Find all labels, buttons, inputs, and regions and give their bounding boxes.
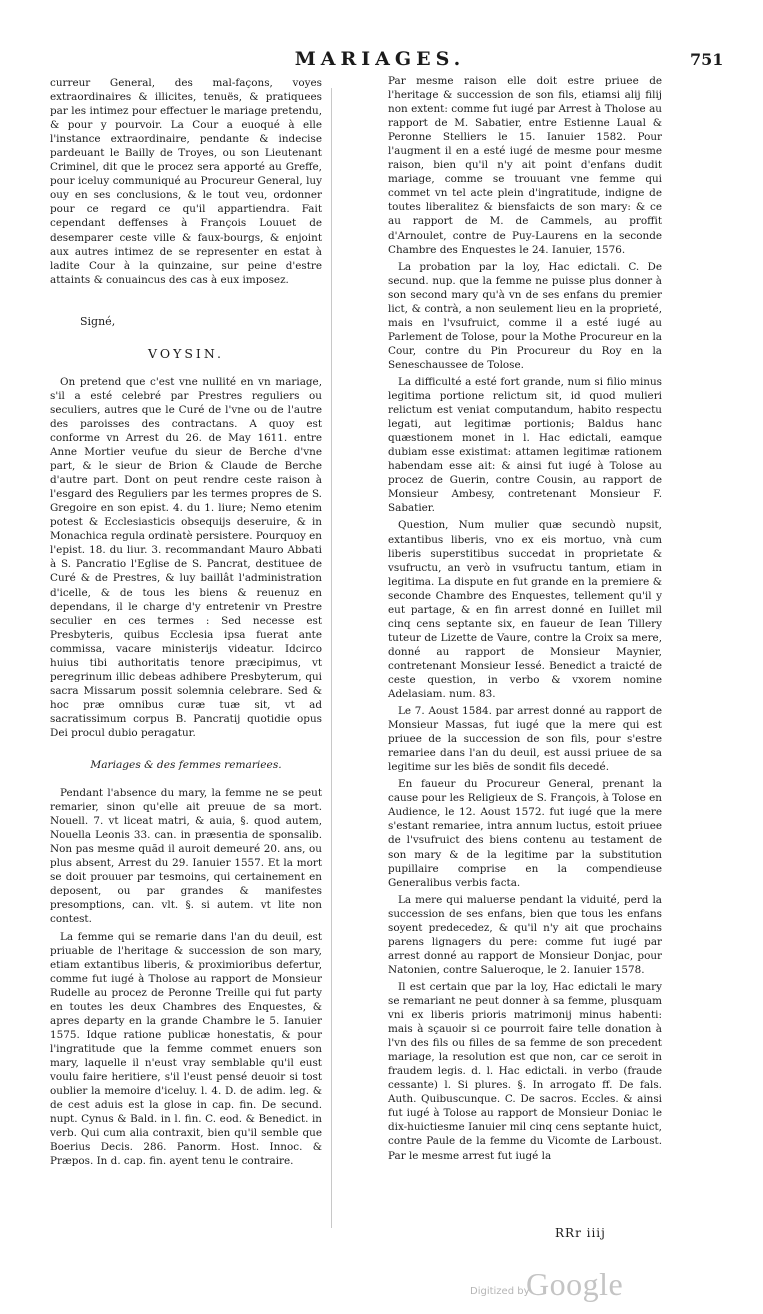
- page-number: 751: [690, 50, 724, 69]
- right-paragraph-6: En faueur du Procureur General, prenant la cause pour les Religieux de S. François, à Tolose en Audience, le 12. Aoust 1572. fut iugé que la mere s'estant remariee, intra annum luctus, estoit priuee de l'vsufruict des biens contenu au testament de son mary & de la legitime par la substitution pupillaire comprise en la compendieuse Generalibus verbis facta.: [388, 778, 662, 889]
- watermark-prefix: Digitized by: [470, 1286, 530, 1297]
- right-paragraph-2: La probation par la loy, Hac edictali. C. De secund. nup. que la femme ne puisse plus donner à son second mary qu'à vn de ses enfans du premier lict, & contrà, a non seulement lieu en la proprieté, mais en l'vsufruict, comme il a esté iugé au Parlement de Tolose, pour la Mothe Procureur en la Cour, contre du Pin Procureur du Roy en la Seneschaussee de Tolose.: [388, 260, 662, 371]
- signature-line: Signé,: [80, 314, 116, 328]
- left-column: [50, 76, 322, 1168]
- right-paragraph-7: La mere qui maluerse pendant la viduité, perd la succession de ses enfans, bien que tous les enfans soyent predecedez, & qu'il n'y ait que prochains parens lignagers du pere: comme fut iugé par arrest donné au rapport de Monsieur Donjac, pour Natonien, contre Salueroque, le 2. Ianuier 1578.: [388, 893, 662, 976]
- right-paragraph-5: Le 7. Aoust 1584. par arrest donné au rapport de Monsieur Massas, fut iugé que la mere qui est priuee de la succession de son fils, pour s'estre remariee dans l'an du deuil, est aussi priuee de sa legitime sur les biẽs de sondit fils decedé.: [388, 705, 662, 774]
- right-paragraph-1: Par mesme raison elle doit estre priuee de l'heritage & succession de son fils, etiamsi alij filij non extent: comme fut iugé par Arrest à Tholose au rapport de M. Sabatier, entre Estienne Laual & Peronne Stelliers le 15. Ianuier 1582. Pour l'augment il en a esté iugé de mesme pour mesme raison, bien qu'il n'y ait point d'enfans dudit mariage, comme se trouuant vne femme qui commet vn tel acte plein d'ingratitude, indigne de toutes liberalitez & biensfaicts de son mary: & ce au rapport de M. de Cammels, au proffit d'Arnoulet, contre de Puy-Laurens en la seconde Chambre des Enquestes le 24. Ianuier, 1576.: [388, 75, 662, 256]
- right-paragraph-8: Il est certain que par la loy, Hac edictali le mary se remariant ne peut donner à sa femme, plusquam vni ex liberis prioris matrimonij minus habenti: mais à sçauoir si ce pourroit faire telle donation à l'vn des fils ou filles de sa femme de son precedent mariage, la resolution est que non, car ce seroit in fraudem legis. d. l. Hac edictali. in verbo (fraude cessante) l. Si plures. §. In arrogato ff. De fals. Auth. Quibuscunque. C. De sacros. Eccles. & ainsi fut iugé à Tolose au rapport de Monsieur Doniac le dix-huictiesme Ianuier mil cinq cens septante huict, contre Paule de la femme du Vicomte de Larboust. Par le mesme arrest fut iugé la: [388, 980, 662, 1162]
- google-logo: Google: [526, 1266, 624, 1302]
- left-paragraph-4: La femme qui se remarie dans l'an du deuil, est priuable de l'heritage & succession de son mary, etiam extantibus liberis, & proximioribus defertur, comme fut iugé à Tholose au rapport de Monsieur Rudelle au procez de Peronne Treille qui fut party en toutes les deux Chambres des Enquestes, & apres departy en la grande Chambre le 5. Ianuier 1575. Idque ratione publicæ honestatis, & pour l'ingratitude que la femme commet enuers son mary, laquelle il n'eust vray semblable qu'il eust voulu faire heritiere, s'il l'eust pensé deuoir si tost oublier la memoire d'iceluy. l. 4. D. de adim. leg. & de cest aduis est la glose in cap. fin. De secund. nupt. Cynus & Bald. in l. fin. C. eod. & Benedict. in verb. Qui cum alia contraxit, bien qu'il semble que Boerius Decis. 286. Panorm. Host. Innoc. & Præpos. In d. cap. fin. ayent tenu le contraire.: [50, 930, 322, 1168]
- author-name: VOYSIN.: [148, 345, 224, 361]
- left-paragraph-1: curreur General, des mal-façons, voyes extraordinaires & illicites, tenuës, & pratiquees par les intimez pour effectuer le mariage pretendu, & pour y pourvoir. La Cour a euoqué à elle l'instance extraordinaire, pendante & indecise pardeuant le Bailly de Troyes, ou son Lieutenant Criminel, dit que le procez sera apporté au Greffe, pour iceluy communiqué au Procureur General, luy ouy en ses conclusions, & le tout veu, ordonner pour ce regard ce qu'il appartiendra. Fait cependant deffenses à François Louuet de desemparer ceste ville & faux-bourgs, & enjoint aux autres intimez de se representer en estat à ladite Cour à la quinzaine, sur peine d'estre attaints & conuaincus des cas à eux imposez.: [50, 77, 322, 286]
- digitized-watermark: [470, 1266, 730, 1306]
- left-paragraph-2: On pretend que c'est vne nullité en vn mariage, s'il a esté celebré par Prestres reguliers ou seculiers, autres que le Curé de l'vne ou de l'autre des paroisses des contractans. A quoy est conforme vn Arrest du 26. de May 1611. entre Anne Mortier veufue du sieur de Berche d'vne part, & le sieur de Brion & Claude de Berche d'autre part. Dont on peut rendre ceste raison à l'esgard des Reguliers par les termes propres de S. Gregoire en son epist. 4. du 1. liure; Nemo etenim potest & Ecclesiasticis obsequijs deseruire, & in Monachica regula ordinatè persistere. Pourquoy en l'epist. 18. du liur. 3. recommandant Mauro Abbati à S. Pancratio l'Eglise de S. Pancrat, destituee de Curé & de Prestres, & luy baillât l'administration d'icelle, & de tous les biens & reuenuz en dependans, il le charge d'y entretenir vn Prestre seculier en ces termes : Sed necesse est Presbyteris, quibus Ecclesia ipsa fuerat ante commissa, vacare ministerijs videatur. Idcirco huius tibi authoritatis tenore præcipimus, vt peregrinum illic debeas adhibere Presbyterum, qui sacra Missarum possit solemnia celebrare. Sed & hoc præ omnibus curæ tuæ sit, vt ad sacratissimum corpus B. Pancratij quotidie opus Dei procul dubio peragatur.: [50, 375, 322, 739]
- right-paragraph-3: La difficulté a esté fort grande, num si filio minus legitima portione relictum sit, id quod mulieri relictum est veniat computandum, habito respectu legati, aut legitimæ portionis; Baldus hanc quæstionem monet in l. Hac edictali, eamque dubiam esse existimat: attamen legitimæ rationem habendam esse ait: & ainsi fut iugé à Tolose au procez de Guerin, contre Cousin, au rapport de Monsieur Ambesy, contretenant Monsieur F. Sabatier.: [388, 375, 662, 515]
- running-head-title: MARIAGES.: [294, 48, 466, 70]
- right-paragraph-4: Question, Num mulier quæ secundò nupsit, extantibus liberis, vno ex eis mortuo, vnà cum liberis superstitibus succedat in proprietate & vsufructu, an verò in vsufructu tantum, etiam in legitima. La dispute en fut grande en la premiere & seconde Chambre des Enquestes, tellement qu'il y eut partage, & en fin arrest donné en Iuillet mil cinq cens septante six, en faueur de Iean Tillery tuteur de Lizette de Vaure, contre la Croix sa mere, donné au rapport de Monsieur Maynier, contretenant Monsieur Iessé. Benedict a traicté de ceste question, in verbo & vxorem nomine Adelasiam. num. 83.: [388, 519, 662, 701]
- section-heading: Mariages & des femmes remariees.: [90, 759, 282, 772]
- right-column: [388, 74, 662, 1163]
- left-paragraph-3: Pendant l'absence du mary, la femme ne se peut remarier, sinon qu'elle ait preuue de sa mort. Nouell. 7. vt liceat matri, & auia, §. quod autem, Nouella Leonis 33. can. in præsentia de sponsalib. Non pas mesme quãd il auroit demeuré 20. ans, ou plus absent, Arrest du 29. Ianuier 1557. Et la mort se doit prouuer par tesmoins, qui certainement en deposent, ou par grandes & manifestes presomptions, can. vlt. §. si autem. vt lite non contest.: [50, 787, 322, 926]
- column-divider: [331, 88, 332, 1228]
- signature-mark: RRr iiij: [555, 1226, 606, 1240]
